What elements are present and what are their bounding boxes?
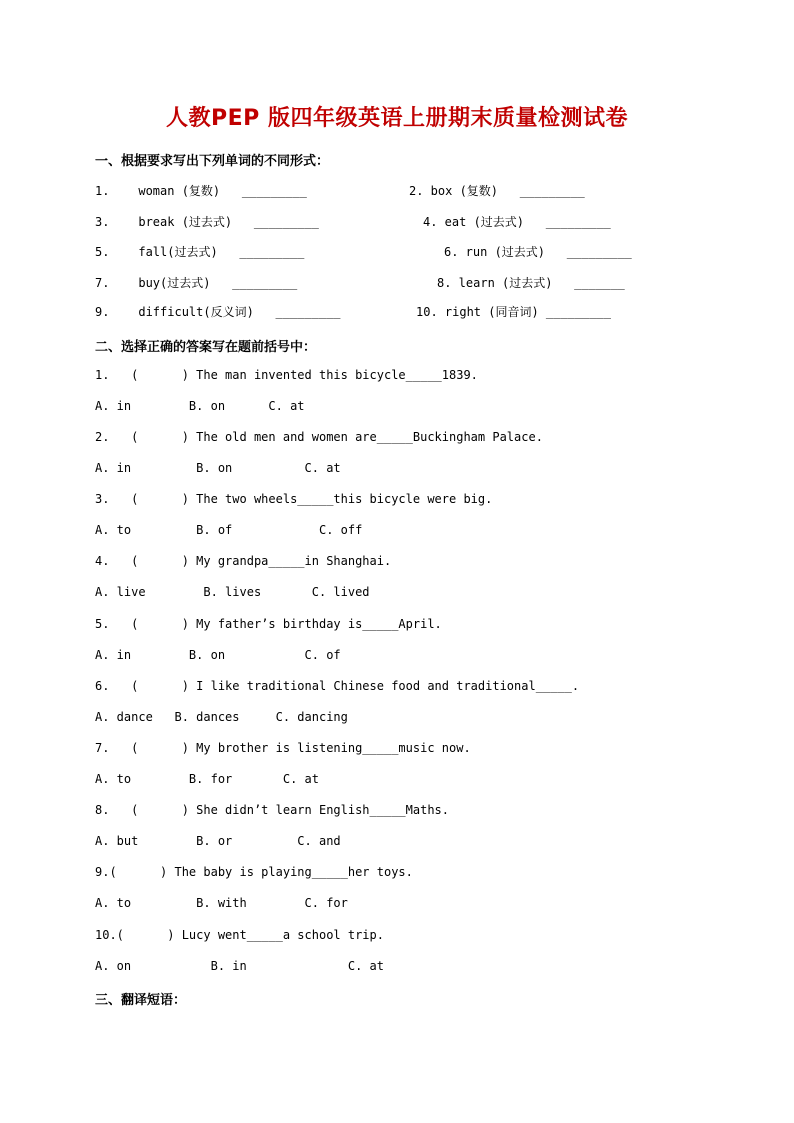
word-form-item: 10. right (同音词) _________ — [416, 305, 611, 319]
question-line: 7. ( ) My brother is listening_____music now. — [95, 741, 471, 755]
question-line: 5. ( ) My father’s birthday is_____April. — [95, 617, 442, 631]
options-line: A. to B. for C. at — [95, 772, 319, 786]
question-line: 4. ( ) My grandpa_____in Shanghai. — [95, 554, 392, 568]
word-form-item: 2. box (复数) _________ — [409, 184, 585, 198]
options-line: A. in B. on C. at — [95, 399, 305, 413]
page-title: 人教PEP 版四年级英语上册期末质量检测试卷 — [166, 106, 628, 131]
options-line: A. in B. on C. of — [95, 648, 341, 662]
question-line: 8. ( ) She didn’t learn English_____Maths. — [95, 803, 450, 817]
word-form-item: 8. learn (过去式) _______ — [437, 276, 625, 290]
section-1-heading: 一、根据要求写出下列单词的不同形式： — [95, 154, 330, 169]
section-2-heading: 二、选择正确的答案写在题前括号中： — [95, 340, 317, 355]
word-form-item: 7. buy(过去式) _________ — [95, 276, 298, 290]
options-line: A. in B. on C. at — [95, 461, 341, 475]
word-form-item: 4. eat (过去式) _________ — [423, 215, 611, 229]
options-line: A. on B. in C. at — [95, 959, 384, 973]
options-line: A. dance B. dances C. dancing — [95, 710, 348, 724]
section-3-heading: 三、翻译短语： — [95, 993, 187, 1008]
word-form-item: 1. woman (复数) _________ — [95, 184, 307, 198]
word-form-item: 3. break (过去式) _________ — [95, 215, 319, 229]
options-line: A. to B. of C. off — [95, 523, 363, 537]
word-form-item: 6. run (过去式) _________ — [444, 245, 632, 259]
options-line: A. live B. lives C. lived — [95, 585, 370, 599]
question-line: 9.( ) The baby is playing_____her toys. — [95, 865, 413, 879]
options-line: A. but B. or C. and — [95, 834, 341, 848]
options-line: A. to B. with C. for — [95, 896, 348, 910]
question-line: 3. ( ) The two wheels_____this bicycle were big. — [95, 492, 493, 506]
question-line: 10.( ) Lucy went_____a school trip. — [95, 928, 384, 942]
word-form-item: 5. fall(过去式) _________ — [95, 245, 305, 259]
question-line: 6. ( ) I like traditional Chinese food and traditional_____. — [95, 679, 580, 693]
question-line: 2. ( ) The old men and women are_____Buckingham Palace. — [95, 430, 543, 444]
word-form-item: 9. difficult(反义词) _________ — [95, 305, 341, 319]
question-line: 1. ( ) The man invented this bicycle_____1839. — [95, 368, 478, 382]
